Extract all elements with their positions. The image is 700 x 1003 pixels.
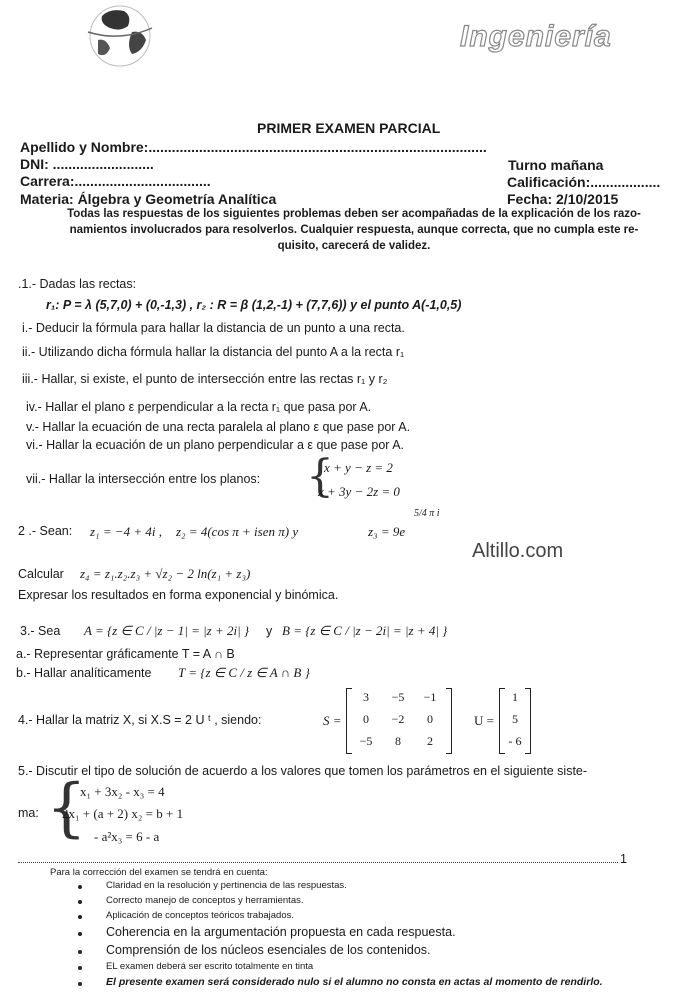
matrix-s-cell: −5 — [359, 734, 373, 748]
p1-item-v: v.- Hallar la ecuación de una recta paralela al plano ε que pase por A. — [26, 420, 411, 434]
p5-ma: ma: — [18, 806, 39, 820]
bullet-icon — [78, 915, 82, 919]
footer-item: Aplicación de conceptos teóricos trabajados. — [106, 910, 295, 921]
turno-label: Turno mañana — [508, 157, 604, 173]
p3-intro: 3.- Sea — [20, 624, 61, 638]
matrix-s-cell: 3 — [363, 690, 369, 704]
bullet-icon — [78, 950, 82, 954]
intro-line-1: Todas las respuestas de los siguientes problemas deben ser acompañadas de la explicación de los razo- — [67, 208, 641, 220]
footer-divider — [18, 862, 618, 863]
p2-z2: z₂ = 4(cos π + isen π) y — [176, 524, 299, 539]
matrix-s-cell: −5 — [391, 690, 405, 704]
p2-expresar: Expresar los resultados en forma exponencial y binómica. — [18, 588, 339, 602]
footer-heading: Para la corrección del examen se tendrá en cuenta: — [50, 867, 268, 878]
p1-eq-2: x + 3y − 2z = 0 — [318, 484, 400, 499]
p5-eq-2: 2x₁ + (a + 2) x₂ = b + 1 — [62, 806, 184, 821]
globe-logo-icon — [80, 2, 160, 70]
p3-set-b: B = {z ∈ C / |z − 2i| = |z + 4| } — [282, 623, 448, 638]
logo-text: Ingeniería — [460, 20, 612, 53]
dni-field: DNI: .......................... — [20, 156, 154, 172]
p3-item-b: b.- Hallar analíticamente — [16, 666, 152, 680]
matrix-s-cell: 8 — [395, 734, 401, 748]
matrix-s-cell: 0 — [427, 712, 433, 726]
p1-intro: .1.- Dadas las rectas: — [18, 277, 137, 291]
p3-item-a: a.- Representar gráficamente T = A ∩ B — [16, 647, 235, 661]
exam-title: PRIMER EXAMEN PARCIAL — [257, 120, 441, 136]
matrix-s — [346, 688, 452, 754]
footer-item: EL examen deberá ser escrito totalmente en tinta — [106, 961, 314, 972]
footer-item: El presente examen será considerado nulo si el alumno no consta en actas al momento de rendirlo. — [106, 976, 603, 988]
p1-lines: r₁: P = λ (5,7,0) + (0,-1,3) , r₂ : R = β (1,2,-1) + (7,7,6)) y el punto A(-1,0,5) — [46, 298, 462, 312]
matrix-s-cell: −2 — [391, 712, 405, 726]
p1-item-vii: vii.- Hallar la intersección entre los planos: — [26, 472, 261, 486]
p5-intro: 5.- Discutir el tipo de solución de acuerdo a los valores que tomen los parámetros en el siguiente siste- — [18, 764, 588, 778]
page-number: 1 — [620, 852, 627, 866]
materia-label: Materia: Álgebra y Geometría Analítica — [20, 191, 277, 207]
p5-eq-3: - a²x₃ = 6 - a — [94, 829, 160, 844]
p4-intro: 4.- Hallar la matriz X, si X.S = 2 U ᵗ , siendo: — [18, 713, 262, 727]
intro-line-3: quisito, carecerá de validez. — [277, 240, 431, 252]
p3-set-a: A = {z ∈ C / |z − 1| = |z + 2i| } — [84, 623, 250, 638]
p2-calc-expression: z₄ = z₁.z₂.z₃ + √z₂ − 2 ln(z₁ + z₃) — [80, 566, 251, 581]
matrix-u-cell: 1 — [512, 690, 518, 704]
matrix-s-cell: 0 — [363, 712, 369, 726]
bullet-icon — [78, 966, 82, 970]
p1-item-ii: ii.- Utilizando dicha fórmula hallar la distancia del punto A a la recta r₁ — [22, 345, 405, 359]
p1-item-iii: iii.- Hallar, si existe, el punto de intersección entre las rectas r₁ y r₂ — [22, 372, 388, 386]
footer-item: Comprensión de los núcleos esenciales de los contenidos. — [106, 943, 431, 957]
p1-item-i: i.- Deducir la fórmula para hallar la distancia de un punto a una recta. — [22, 321, 405, 335]
matrix-u-cell: - 6 — [508, 734, 522, 748]
p3-item-b-expr: T = {z ∈ C / z ∈ A ∩ B } — [178, 665, 310, 680]
matrix-s-cell: −1 — [423, 690, 437, 704]
bullet-icon — [78, 900, 82, 904]
p2-z3: z₃ = 9e — [368, 524, 406, 539]
p1-system-brace: { — [306, 451, 334, 502]
bullet-icon — [78, 982, 82, 986]
matrix-s-cell: 2 — [427, 734, 433, 748]
p1-item-iv: iv.- Hallar el plano ε perpendicular a la recta r₁ que pasa por A. — [26, 400, 372, 414]
p3-and: y — [266, 624, 273, 638]
matrix-s-label: S = — [323, 713, 342, 728]
carrera-field: Carrera:................................... — [20, 173, 211, 189]
p2-calcular: Calcular — [18, 567, 64, 581]
matrix-u — [499, 688, 531, 754]
footer-item: Coherencia en la argumentación propuesta en cada respuesta. — [106, 925, 456, 939]
footer-item: Claridad en la resolución y pertinencia de las respuestas. — [106, 880, 347, 891]
p2-intro: 2 .- Sean: — [18, 524, 73, 538]
p2-z1: z₁ = −4 + 4i , — [90, 524, 163, 539]
matrix-u-label: U = — [474, 713, 494, 728]
p1-eq-1: x + y − z = 2 — [324, 460, 393, 475]
matrix-u-cell: 5 — [512, 712, 518, 726]
footer-item: Correcto manejo de conceptos y herramientas. — [106, 895, 304, 906]
fecha-label: Fecha: 2/10/2015 — [507, 191, 619, 207]
intro-line-2: namientos involucrados para resolverlos. Cualquier respuesta, aunque correcta, que no cumpla este re- — [69, 224, 639, 236]
bullet-icon — [78, 885, 82, 889]
altillo-watermark: Altillo.com — [472, 540, 564, 562]
p1-item-vi: vi.- Hallar la ecuación de un plano perpendicular a ε que pase por A. — [26, 438, 405, 452]
p5-system-brace: { — [46, 771, 87, 845]
calificacion-field: Calificación:.................. — [507, 174, 661, 190]
p2-z3-exponent: 5/4 π i — [414, 508, 440, 519]
p5-eq-1: x₁ + 3x₂ - x₃ = 4 — [80, 784, 165, 799]
apellido-field: Apellido y Nombre:....................................................................................... — [20, 139, 487, 155]
bullet-icon — [78, 932, 82, 936]
